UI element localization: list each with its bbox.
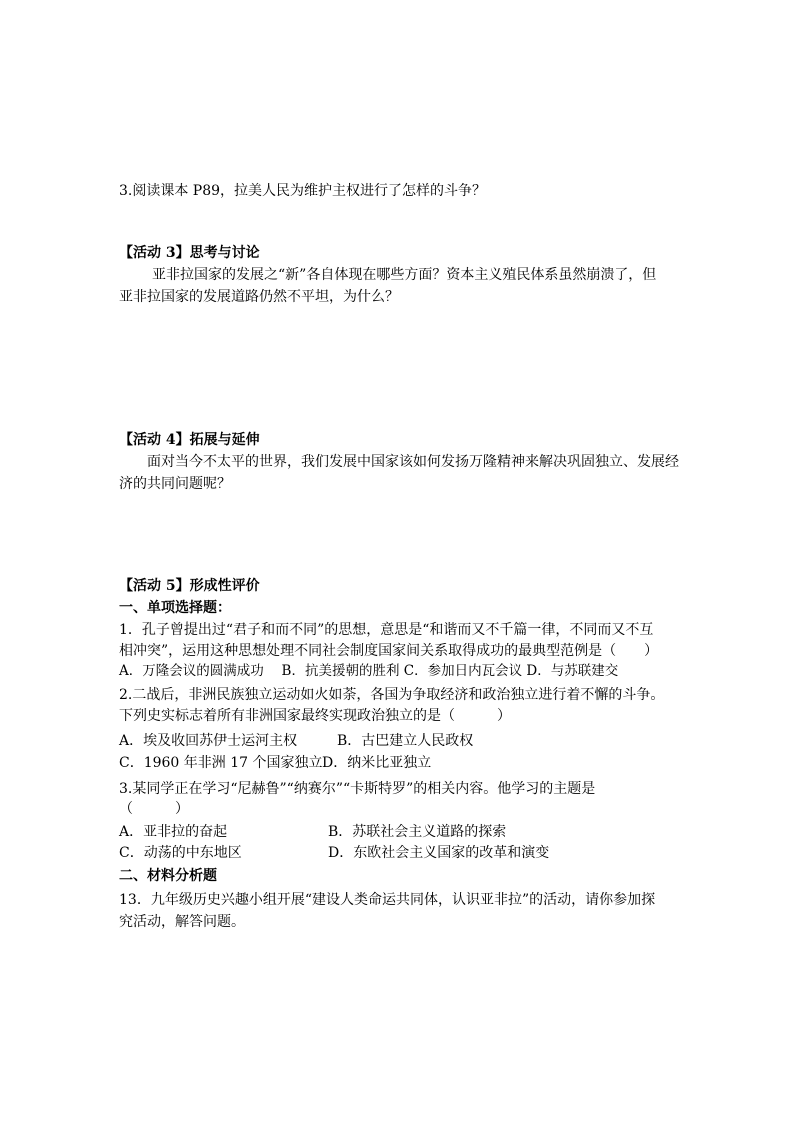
question-3-line-2: （ ） [119,801,189,817]
question-2-option-c: C．1960 年非洲 17 个国家独立 [119,755,323,771]
activity-4-heading: 【活动 4】拓展与延伸 [119,432,260,448]
question-3-option-b: B．苏联社会主义道路的探索 [328,824,507,840]
question-3-options-row-1 [119,822,689,842]
question-1-options: A．万隆会议的圆满成功 B．抗美援朝的胜利 C．参加日内瓦会议 D．与苏联建交 [119,663,619,679]
activity-4-text-line-2: 济的共同问题呢？ [119,476,231,492]
question-3-option-d: D．东欧社会主义国家的改革和演变 [328,845,550,861]
question-2-option-a: A．埃及收回苏伊士运河主权 [119,733,298,749]
question-2-options-row-2 [119,753,689,773]
activity-5-heading: 【活动 5】形成性评价 [119,578,260,594]
question-2-options-row-1 [119,731,689,751]
question-3-option-a: A．亚非拉的奋起 [119,824,228,840]
section-material-analysis-heading: 二、材料分析题 [119,868,217,884]
activity-3-text-line-2: 亚非拉国家的发展道路仍然不平坦，为什么？ [119,289,399,305]
question-3-line-1: 3.某同学正在学习“尼赫鲁”“纳赛尔”“卡斯特罗”的相关内容。他学习的主题是 [119,781,596,797]
activity-3-heading: 【活动 3】思考与讨论 [119,245,260,261]
question-3-options-row-2 [119,843,689,863]
question-2-line-2: 下列史实标志着所有非洲国家最终实现政治独立的是（ ） [119,708,511,724]
section-single-choice-heading: 一、单项选择题： [119,600,231,616]
activity-3-text-line-1: 亚非拉国家的发展之“新”各自体现在哪些方面？资本主义殖民体系虽然崩溃了，但 [152,267,657,283]
question-3-option-c: C．动荡的中东地区 [119,845,242,861]
question-13-line-2: 究活动，解答问题。 [119,914,245,930]
question-13-line-1: 13．九年级历史兴趣小组开展“建设人类命运共同体，认识亚非拉”的活动，请你参加探 [119,892,656,908]
question-2-option-d: D．纳米比亚独立 [322,755,432,771]
question-2-option-b: B．古巴建立人民政权 [337,733,474,749]
question-2-line-1: 2.二战后，非洲民族独立运动如火如荼，各国为争取经济和政治独立进行着不懈的斗争。 [119,687,665,703]
question-1-line-2: 相冲突”，运用这种思想处理不同社会制度国家间关系取得成功的最典型范例是（ ） [119,643,659,659]
question-1-line-1: 1．孔子曾提出过“君子和而不同”的思想，意思是“和谐而又不千篇一律，不同而又不互 [119,622,654,638]
activity-4-text-line-1: 面对当今不太平的世界，我们发展中国家该如何发扬万隆精神来解决巩固独立、发展经 [147,454,679,470]
reading-question-3: 3.阅读课本 P89，拉美人民为维护主权进行了怎样的斗争？ [119,183,487,199]
